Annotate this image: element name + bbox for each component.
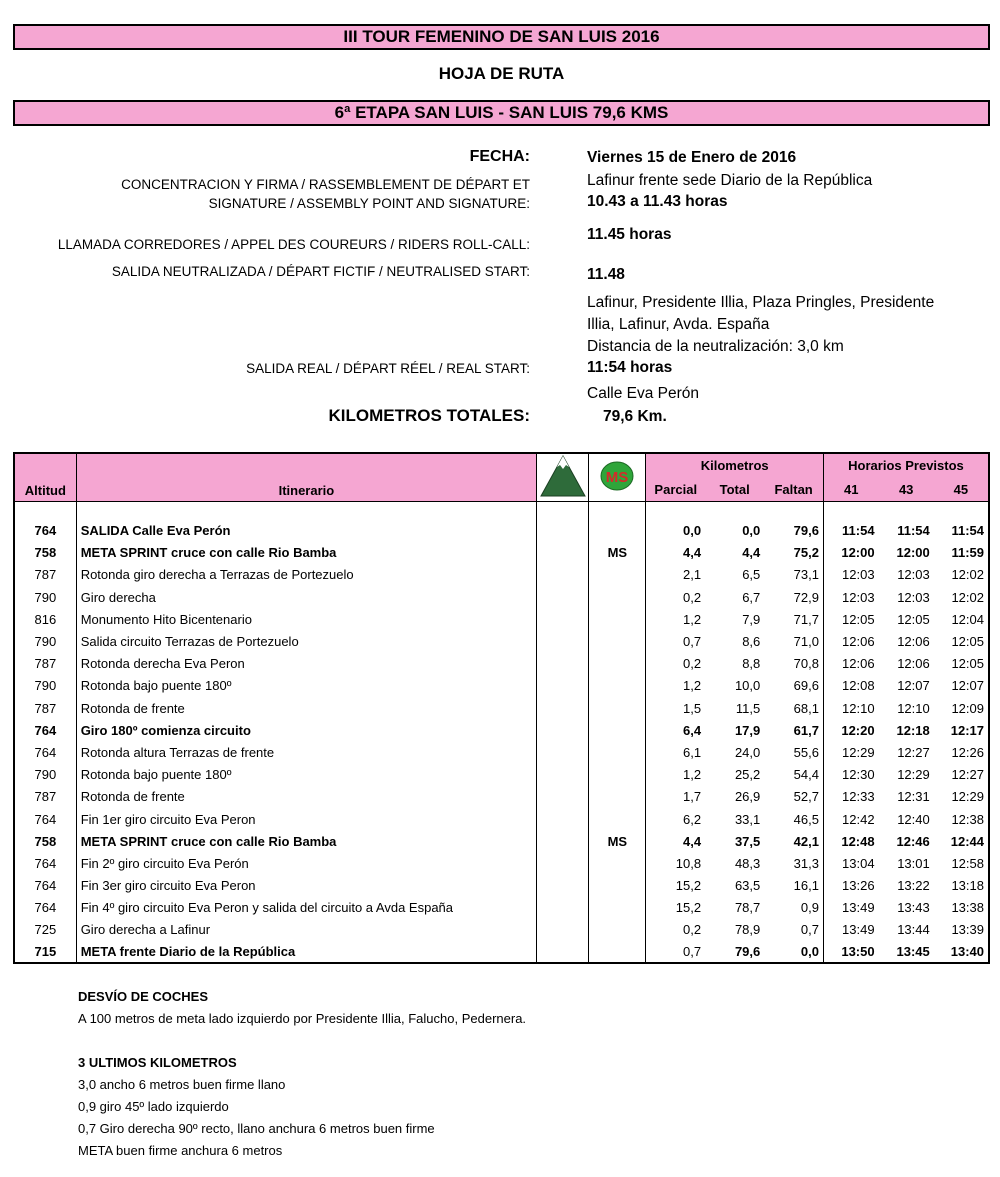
row-h45: 12:05	[951, 634, 984, 650]
row-ms	[589, 875, 646, 897]
row-faltan: 0,0	[764, 941, 823, 963]
row-h41: 13:04	[842, 855, 875, 871]
table-row	[14, 542, 989, 564]
row-total: 10,0	[734, 678, 761, 694]
concentracion-place: Lafinur frente sede Diario de la República	[587, 172, 873, 189]
row-mountain-cell	[537, 852, 589, 874]
row-h41: 12:33	[842, 789, 875, 805]
row-ms	[589, 675, 646, 697]
row-h43: 13:43	[897, 900, 930, 916]
row-total: 6,5	[742, 567, 761, 583]
row-total: 26,9	[734, 789, 761, 805]
row-itinerario: Rotonda bajo puente 180º	[76, 675, 536, 697]
row-altitud: 764	[14, 897, 76, 919]
row-ms	[589, 564, 646, 586]
neutral-route-2: Illia, Lafinur, Avda. España	[587, 316, 770, 333]
row-mountain-cell	[537, 564, 589, 586]
row-altitud: 764	[14, 852, 76, 874]
row-total: 37,5	[734, 833, 761, 849]
row-altitud: 787	[14, 653, 76, 675]
row-faltan: 0,7	[764, 919, 823, 941]
row-mountain-cell	[537, 741, 589, 763]
row-mountain-cell	[537, 919, 589, 941]
row-ms	[589, 764, 646, 786]
row-h41: 12:03	[842, 567, 875, 583]
table-row	[14, 630, 989, 652]
desvio-section	[78, 986, 526, 1030]
concentracion-time: 10.43 a 11.43 horas	[587, 193, 728, 210]
row-h45: 12:05	[951, 656, 984, 672]
row-h43: 12:07	[897, 678, 930, 694]
row-h43: 13:01	[897, 855, 930, 871]
row-total: 8,8	[742, 656, 761, 672]
table-row	[14, 741, 989, 763]
row-altitud: 764	[14, 520, 76, 542]
table-row	[14, 941, 989, 963]
row-faltan: 75,2	[764, 542, 823, 564]
row-parcial: 10,8	[675, 855, 702, 871]
row-h41: 12:10	[842, 700, 875, 716]
row-parcial: 1,2	[683, 611, 702, 627]
row-h45: 13:39	[951, 922, 984, 938]
row-h43: 12:03	[897, 589, 930, 605]
row-altitud: 790	[14, 586, 76, 608]
row-h41: 12:48	[841, 833, 875, 849]
row-h43: 12:05	[897, 611, 930, 627]
row-ms: MS	[589, 542, 646, 564]
row-altitud: 715	[14, 941, 76, 963]
row-h45: 12:09	[951, 700, 984, 716]
row-total: 4,4	[742, 545, 761, 561]
row-parcial: 6,2	[683, 811, 702, 827]
ultimos-title: 3 ULTIMOS KILOMETROS	[78, 1055, 237, 1070]
row-mountain-cell	[537, 697, 589, 719]
llamada-value: 11.45 horas	[587, 226, 672, 243]
sheet-title: HOJA DE RUTA	[438, 64, 565, 83]
row-ms	[589, 653, 646, 675]
ultimos-line: 0,9 giro 45º lado izquierdo	[78, 1099, 229, 1114]
concentracion-label-2: SIGNATURE / ASSEMBLY POINT AND SIGNATURE:	[208, 196, 530, 211]
row-mountain-cell	[537, 608, 589, 630]
row-parcial: 4,4	[683, 545, 702, 561]
neutral-label: SALIDA NEUTRALIZADA / DÉPART FICTIF / NEUTRALISED START:	[111, 264, 530, 279]
ultimos-line: 3,0 ancho 6 metros buen firme llano	[78, 1077, 286, 1092]
row-parcial: 6,1	[683, 744, 702, 760]
row-h41: 12:03	[842, 589, 875, 605]
row-faltan: 69,6	[764, 675, 823, 697]
table-row	[14, 586, 989, 608]
row-h43: 12:10	[897, 700, 930, 716]
row-itinerario: META SPRINT cruce con calle Rio Bamba	[76, 830, 536, 852]
row-h45: 13:38	[951, 900, 984, 916]
row-h41: 13:26	[842, 878, 875, 894]
row-total: 79,6	[734, 944, 761, 960]
row-parcial: 1,7	[683, 789, 702, 805]
row-h45: 12:38	[951, 811, 984, 827]
table-row	[14, 608, 989, 630]
col-h41: 41	[823, 477, 878, 501]
row-itinerario: Fin 4º giro circuito Eva Peron y salida del circuito a Avda España	[76, 897, 536, 919]
row-ms	[589, 919, 646, 941]
row-h45: 11:59	[951, 545, 984, 561]
row-h41: 13:49	[842, 900, 875, 916]
table-row	[14, 852, 989, 874]
row-faltan: 54,4	[764, 764, 823, 786]
row-h45: 12:29	[951, 789, 984, 805]
total-label: KILOMETROS TOTALES:	[328, 406, 530, 425]
row-mountain-cell	[537, 520, 589, 542]
table-row	[14, 520, 989, 542]
row-faltan: 71,7	[764, 608, 823, 630]
row-faltan: 46,5	[764, 808, 823, 830]
row-mountain-cell	[537, 786, 589, 808]
row-mountain-cell	[537, 630, 589, 652]
row-parcial: 0,2	[683, 656, 702, 672]
row-ms	[589, 808, 646, 830]
row-total: 7,9	[742, 611, 761, 627]
row-ms	[589, 719, 646, 741]
row-parcial: 0,2	[683, 922, 702, 938]
table-row	[14, 764, 989, 786]
row-faltan: 16,1	[764, 875, 823, 897]
neutral-distance: Distancia de la neutralización: 3,0 km	[587, 338, 844, 355]
table-row	[14, 697, 989, 719]
row-altitud: 725	[14, 919, 76, 941]
neutral-route-1: Lafinur, Presidente Illia, Plaza Pringles, Presidente	[587, 294, 935, 311]
total-value: 79,6 Km.	[603, 408, 667, 425]
row-itinerario: Rotonda de frente	[76, 697, 536, 719]
row-altitud: 758	[14, 542, 76, 564]
row-h45: 11:54	[951, 523, 984, 539]
row-h45: 12:44	[950, 833, 984, 849]
row-parcial: 6,4	[683, 722, 702, 738]
row-h43: 12:27	[897, 744, 930, 760]
row-total: 33,1	[734, 811, 761, 827]
row-h41: 12:06	[842, 634, 875, 650]
row-h45: 13:18	[951, 878, 984, 894]
ultimos-section	[78, 1052, 435, 1162]
row-itinerario: Rotonda de frente	[76, 786, 536, 808]
row-h41: 12:05	[842, 611, 875, 627]
row-itinerario: META frente Diario de la República	[76, 941, 536, 963]
stage-title: 6ª ETAPA SAN LUIS - SAN LUIS 79,6 KMS	[13, 100, 990, 126]
row-mountain-cell	[537, 542, 589, 564]
row-h41: 13:49	[842, 922, 875, 938]
row-parcial: 1,2	[683, 678, 702, 694]
row-itinerario: Fin 3er giro circuito Eva Peron	[76, 875, 536, 897]
route-table	[13, 452, 990, 964]
row-h41: 12:20	[841, 722, 875, 738]
concentracion-label-1: CONCENTRACION Y FIRMA / RASSEMBLEMENT DE DÉPART ET	[121, 177, 530, 192]
real-label: SALIDA REAL / DÉPART RÉEL / REAL START:	[246, 361, 530, 376]
row-total: 0,0	[742, 523, 761, 539]
row-ms	[589, 586, 646, 608]
row-faltan: 61,7	[764, 719, 823, 741]
row-itinerario: META SPRINT cruce con calle Rio Bamba	[76, 542, 536, 564]
row-faltan: 79,6	[764, 520, 823, 542]
col-total: Total	[705, 477, 764, 501]
ultimos-line: META buen firme anchura 6 metros	[78, 1143, 283, 1158]
row-h45: 12:17	[950, 722, 984, 738]
row-mountain-cell	[537, 675, 589, 697]
row-h45: 12:58	[951, 855, 984, 871]
row-parcial: 15,2	[675, 900, 702, 916]
row-itinerario: Monumento Hito Bicentenario	[76, 608, 536, 630]
row-total: 25,2	[734, 767, 761, 783]
row-faltan: 72,9	[764, 586, 823, 608]
row-itinerario: Rotonda altura Terrazas de frente	[76, 741, 536, 763]
row-altitud: 790	[14, 675, 76, 697]
col-kilometros: Kilometros	[646, 453, 824, 477]
row-altitud: 764	[14, 719, 76, 741]
row-mountain-cell	[537, 941, 589, 963]
row-parcial: 4,4	[683, 833, 702, 849]
col-altitud: Altitud	[14, 453, 76, 502]
row-altitud: 790	[14, 630, 76, 652]
ms-sprint-icon	[589, 453, 646, 502]
row-altitud: 790	[14, 764, 76, 786]
row-ms	[589, 741, 646, 763]
row-itinerario: Salida circuito Terrazas de Portezuelo	[76, 630, 536, 652]
row-altitud: 758	[14, 830, 76, 852]
row-itinerario: Giro 180º comienza circuito	[76, 719, 536, 741]
table-row	[14, 830, 989, 852]
row-h43: 13:44	[897, 922, 930, 938]
col-h43: 43	[879, 477, 934, 501]
row-h45: 12:02	[951, 567, 984, 583]
row-total: 24,0	[734, 744, 761, 760]
row-faltan: 0,9	[764, 897, 823, 919]
col-horarios: Horarios Previstos	[823, 453, 989, 477]
row-faltan: 52,7	[764, 786, 823, 808]
row-h41: 12:30	[842, 767, 875, 783]
desvio-title: DESVÍO DE COCHES	[78, 989, 209, 1004]
row-total: 17,9	[734, 722, 761, 738]
row-h41: 11:54	[842, 523, 875, 539]
row-parcial: 15,2	[675, 878, 702, 894]
race-title: III TOUR FEMENINO DE SAN LUIS 2016	[13, 24, 990, 50]
row-itinerario: Giro derecha	[76, 586, 536, 608]
row-mountain-cell	[537, 808, 589, 830]
row-ms	[589, 786, 646, 808]
row-mountain-cell	[537, 830, 589, 852]
row-h43: 12:46	[896, 833, 930, 849]
fecha-label: FECHA:	[469, 148, 530, 165]
real-place: Calle Eva Perón	[587, 385, 700, 402]
row-faltan: 71,0	[764, 630, 823, 652]
row-mountain-cell	[537, 653, 589, 675]
table-row	[14, 808, 989, 830]
desvio-text: A 100 metros de meta lado izquierdo por Presidente Illia, Falucho, Pedernera.	[78, 1011, 527, 1026]
row-h43: 12:18	[896, 722, 930, 738]
row-h45: 12:04	[951, 611, 984, 627]
row-total: 48,3	[734, 855, 761, 871]
row-altitud: 787	[14, 786, 76, 808]
row-mountain-cell	[537, 719, 589, 741]
row-h43: 12:06	[897, 634, 930, 650]
table-row	[14, 675, 989, 697]
row-ms: MS	[589, 830, 646, 852]
row-parcial: 0,2	[683, 589, 702, 605]
row-h43: 13:22	[897, 878, 930, 894]
ultimos-line: 0,7 Giro derecha 90º recto, llano anchura 6 metros buen firme	[78, 1121, 435, 1136]
row-itinerario: Rotonda derecha Eva Peron	[76, 653, 536, 675]
row-mountain-cell	[537, 875, 589, 897]
col-faltan: Faltan	[764, 477, 823, 501]
row-total: 63,5	[734, 878, 761, 894]
table-spacer-row	[14, 502, 989, 520]
row-h43: 12:40	[897, 811, 930, 827]
row-itinerario: Rotonda bajo puente 180º	[76, 764, 536, 786]
row-h43: 12:31	[897, 789, 930, 805]
row-mountain-cell	[537, 764, 589, 786]
row-itinerario: Giro derecha a Lafinur	[76, 919, 536, 941]
row-altitud: 764	[14, 741, 76, 763]
row-faltan: 31,3	[764, 852, 823, 874]
table-row	[14, 919, 989, 941]
row-total: 6,7	[742, 589, 761, 605]
row-h43: 12:29	[897, 767, 930, 783]
row-h43: 12:00	[896, 545, 930, 561]
row-h41: 12:00	[841, 545, 875, 561]
row-itinerario: SALIDA Calle Eva Perón	[76, 520, 536, 542]
row-parcial: 0,7	[683, 944, 702, 960]
row-ms	[589, 852, 646, 874]
row-ms	[589, 897, 646, 919]
row-parcial: 1,2	[683, 767, 702, 783]
table-row	[14, 786, 989, 808]
row-h45: 13:40	[950, 944, 984, 960]
col-h45: 45	[934, 477, 989, 501]
col-itinerario: Itinerario	[76, 453, 536, 502]
row-ms	[589, 608, 646, 630]
row-total: 78,9	[734, 922, 761, 938]
ms-badge-text: MS	[606, 469, 629, 486]
col-parcial: Parcial	[646, 477, 705, 501]
row-h41: 12:08	[842, 678, 875, 694]
real-value: 11:54 horas	[587, 359, 673, 376]
row-faltan: 55,6	[764, 741, 823, 763]
row-h43: 12:06	[897, 656, 930, 672]
table-row	[14, 719, 989, 741]
row-ms	[589, 630, 646, 652]
row-h45: 12:07	[951, 678, 984, 694]
row-ms	[589, 941, 646, 963]
row-ms	[589, 520, 646, 542]
row-itinerario: Fin 2º giro circuito Eva Perón	[76, 852, 536, 874]
row-h41: 12:42	[842, 811, 875, 827]
row-itinerario: Rotonda giro derecha a Terrazas de Portezuelo	[76, 564, 536, 586]
row-h41: 12:06	[842, 656, 875, 672]
fecha-value: Viernes 15 de Enero de 2016	[587, 149, 797, 166]
row-mountain-cell	[537, 586, 589, 608]
mountain-icon	[537, 453, 589, 502]
row-parcial: 2,1	[683, 567, 702, 583]
table-row	[14, 897, 989, 919]
row-h45: 12:02	[951, 589, 984, 605]
llamada-label: LLAMADA CORREDORES / APPEL DES COUREURS / RIDERS ROLL-CALL:	[57, 237, 530, 252]
row-ms	[589, 697, 646, 719]
row-h43: 13:45	[896, 944, 930, 960]
neutral-value: 11.48	[587, 266, 625, 283]
table-row	[14, 564, 989, 586]
row-altitud: 787	[14, 697, 76, 719]
row-parcial: 0,0	[683, 523, 702, 539]
row-total: 8,6	[742, 634, 761, 650]
table-row	[14, 653, 989, 675]
row-altitud: 787	[14, 564, 76, 586]
row-h43: 11:54	[897, 523, 930, 539]
row-total: 11,5	[735, 700, 761, 716]
row-faltan: 70,8	[764, 653, 823, 675]
row-parcial: 0,7	[683, 634, 702, 650]
row-total: 78,7	[734, 900, 761, 916]
row-faltan: 42,1	[764, 830, 823, 852]
row-parcial: 1,5	[683, 700, 702, 716]
row-mountain-cell	[537, 897, 589, 919]
row-h41: 12:29	[842, 744, 875, 760]
row-altitud: 764	[14, 808, 76, 830]
row-faltan: 68,1	[764, 697, 823, 719]
table-row	[14, 875, 989, 897]
row-altitud: 764	[14, 875, 76, 897]
row-h45: 12:27	[951, 767, 984, 783]
row-h43: 12:03	[897, 567, 930, 583]
row-altitud: 816	[14, 608, 76, 630]
row-itinerario: Fin 1er giro circuito Eva Peron	[76, 808, 536, 830]
row-faltan: 73,1	[764, 564, 823, 586]
row-h45: 12:26	[951, 744, 984, 760]
row-h41: 13:50	[841, 944, 875, 960]
